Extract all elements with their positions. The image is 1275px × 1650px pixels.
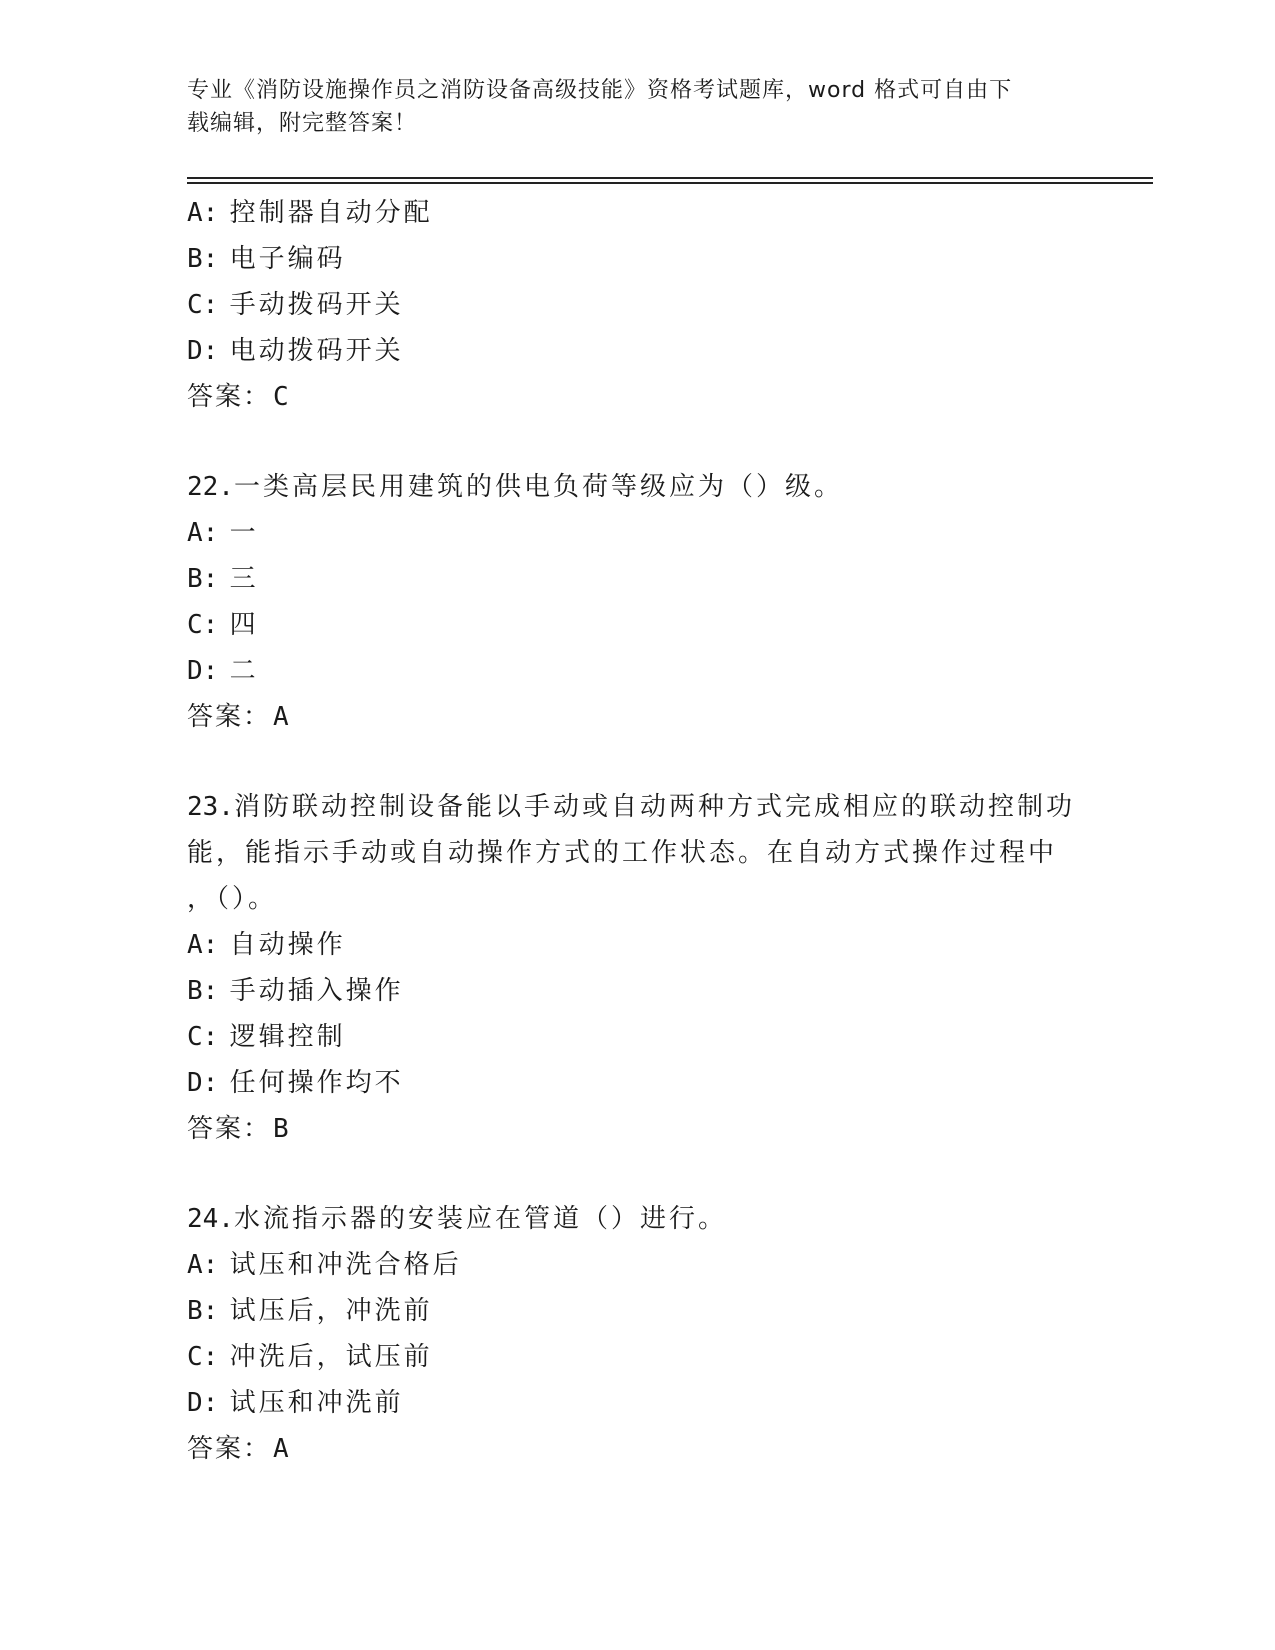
answer-line bbox=[187, 1106, 1087, 1152]
answer-line bbox=[187, 374, 1087, 420]
answer-label: 答案： bbox=[187, 702, 272, 732]
option-text: 试压和冲洗合格后 bbox=[229, 1250, 462, 1280]
question-stem bbox=[187, 464, 1087, 510]
answer-line bbox=[187, 694, 1087, 740]
option-letter: D: bbox=[187, 1388, 219, 1418]
option-letter: A: bbox=[187, 1250, 219, 1280]
answer-label: 答案： bbox=[187, 1114, 272, 1144]
option-b bbox=[187, 556, 1087, 602]
option-text: 自动操作 bbox=[229, 930, 346, 960]
answer-value: C bbox=[273, 382, 291, 412]
option-text: 二 bbox=[229, 656, 259, 686]
question-number: 24. bbox=[187, 1204, 234, 1234]
question-block-partial bbox=[187, 190, 1087, 420]
option-text: 电动拨码开关 bbox=[229, 336, 404, 366]
option-text: 逻辑控制 bbox=[229, 1022, 346, 1052]
option-letter: B: bbox=[187, 976, 219, 1006]
option-letter: D: bbox=[187, 336, 219, 366]
option-letter: D: bbox=[187, 1068, 219, 1098]
option-letter: B: bbox=[187, 1296, 219, 1326]
answer-value: A bbox=[273, 702, 291, 732]
option-c bbox=[187, 602, 1087, 648]
option-letter: C: bbox=[187, 290, 219, 320]
option-letter: A: bbox=[187, 518, 219, 548]
question-number: 23. bbox=[187, 792, 234, 822]
question-text: 一类高层民用建筑的供电负荷等级应为（）级。 bbox=[233, 472, 843, 502]
question-content bbox=[187, 190, 1087, 1472]
option-text: 四 bbox=[229, 610, 259, 640]
answer-line bbox=[187, 1426, 1087, 1472]
option-a bbox=[187, 510, 1087, 556]
option-text: 手动拨码开关 bbox=[229, 290, 404, 320]
option-text: 任何操作均不 bbox=[229, 1068, 404, 1098]
question-block-24 bbox=[187, 1196, 1087, 1472]
option-c bbox=[187, 282, 1087, 328]
header-line-1: 专业《消防设施操作员之消防设备高级技能》资格考试题库，word 格式可自由下 bbox=[187, 78, 1013, 103]
option-text: 冲洗后，试压前 bbox=[229, 1342, 433, 1372]
header-line-2: 载编辑，附完整答案！ bbox=[187, 111, 418, 136]
option-letter: C: bbox=[187, 1342, 219, 1372]
option-text: 三 bbox=[229, 564, 259, 594]
option-b bbox=[187, 1288, 1087, 1334]
option-c bbox=[187, 1334, 1087, 1380]
option-letter: C: bbox=[187, 610, 219, 640]
header-divider-top bbox=[187, 177, 1153, 179]
question-text: 消防联动控制设备能以手动或自动两种方式完成相应的联动控制功 bbox=[233, 792, 1075, 822]
answer-value: B bbox=[273, 1114, 291, 1144]
option-text: 试压后，冲洗前 bbox=[229, 1296, 433, 1326]
option-letter: A: bbox=[187, 930, 219, 960]
option-a bbox=[187, 190, 1087, 236]
option-letter: A: bbox=[187, 198, 219, 228]
question-text: 水流指示器的安装应在管道（）进行。 bbox=[233, 1204, 727, 1234]
option-letter: B: bbox=[187, 244, 219, 274]
option-d bbox=[187, 1060, 1087, 1106]
option-letter: B: bbox=[187, 564, 219, 594]
question-block-22 bbox=[187, 464, 1087, 740]
option-text: 控制器自动分配 bbox=[229, 198, 433, 228]
answer-label: 答案： bbox=[187, 382, 272, 412]
option-d bbox=[187, 328, 1087, 374]
question-stem-line-3: ，（）。 bbox=[187, 884, 278, 914]
question-block-23 bbox=[187, 784, 1087, 1152]
question-number: 22. bbox=[187, 472, 234, 502]
question-stem-line-2: 能，能指示手动或自动操作方式的工作状态。在自动方式操作过程中 bbox=[187, 838, 1058, 868]
option-a bbox=[187, 922, 1087, 968]
answer-value: A bbox=[273, 1434, 291, 1464]
option-c bbox=[187, 1014, 1087, 1060]
document-header bbox=[187, 74, 1067, 140]
option-b bbox=[187, 968, 1087, 1014]
option-text: 手动插入操作 bbox=[229, 976, 404, 1006]
option-d bbox=[187, 648, 1087, 694]
answer-label: 答案： bbox=[187, 1434, 272, 1464]
question-stem bbox=[187, 1196, 1087, 1242]
option-text: 电子编码 bbox=[229, 244, 346, 274]
option-d bbox=[187, 1380, 1087, 1426]
option-b bbox=[187, 236, 1087, 282]
option-letter: C: bbox=[187, 1022, 219, 1052]
question-stem-line-1 bbox=[187, 784, 1087, 830]
option-text: 试压和冲洗前 bbox=[229, 1388, 404, 1418]
option-a bbox=[187, 1242, 1087, 1288]
option-text: 一 bbox=[229, 518, 259, 548]
header-divider-bottom bbox=[187, 182, 1153, 184]
option-letter: D: bbox=[187, 656, 219, 686]
